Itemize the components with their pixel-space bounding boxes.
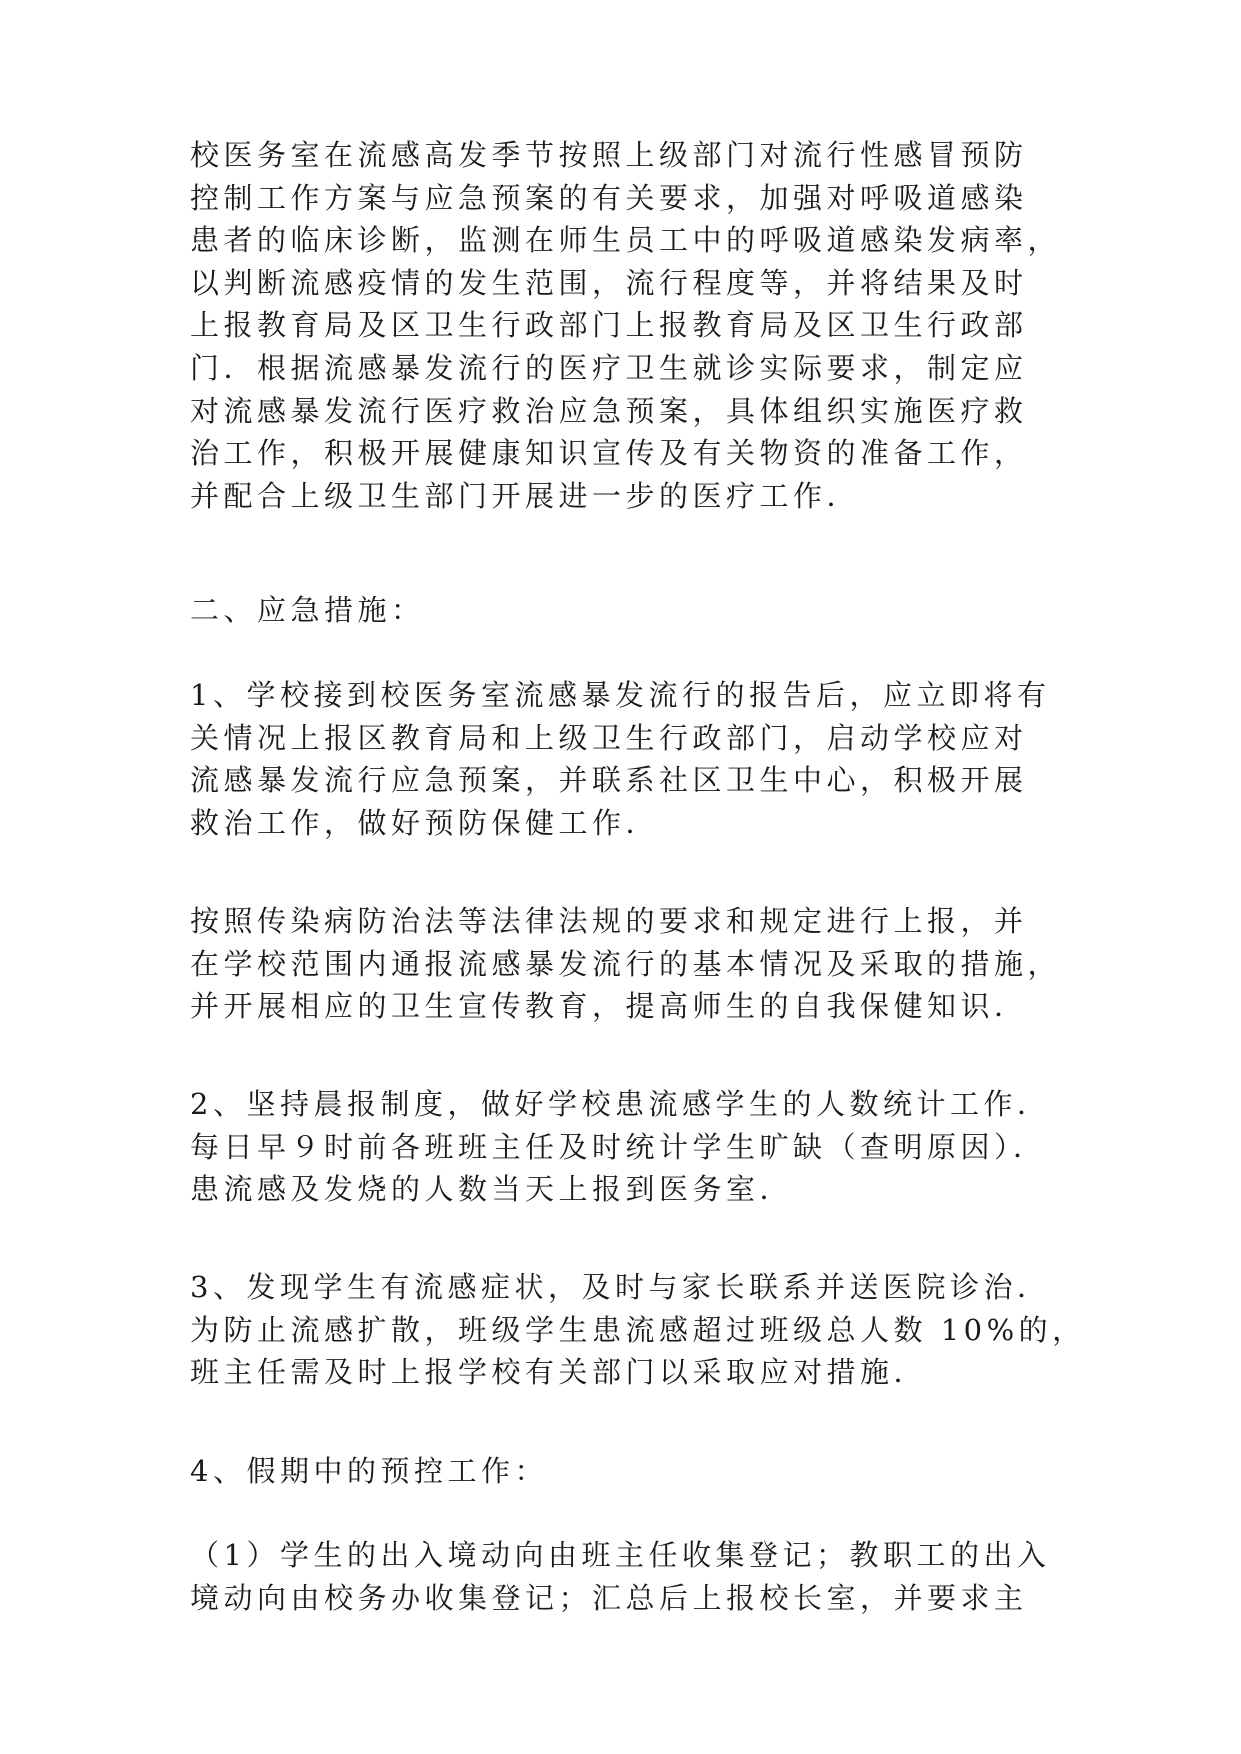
text-line: 为防止流感扩散，班级学生患流感超过班级总人数 10%的， [190, 1312, 1086, 1347]
paragraph-item-1 [190, 674, 1060, 844]
text-line: 救治工作，做好预防保健工作． [190, 805, 660, 840]
text-line: 患者的临床诊断，监测在师生员工中的呼吸道感染发病率， [190, 223, 1062, 258]
paragraph-item-4 [190, 1450, 1060, 1493]
text-line: 在学校范围内通报流感暴发流行的基本情况及采取的措施， [190, 946, 1062, 981]
paragraph-item-3 [190, 1266, 1086, 1394]
text-line: 并配合上级卫生部门开展进一步的医疗工作． [190, 478, 861, 513]
text-line: 控制工作方案与应急预案的有关要求，加强对呼吸道感染 [190, 180, 1028, 215]
paragraph-item-2 [190, 1083, 1060, 1211]
text-line: 治工作，积极开展健康知识宣传及有关物资的准备工作， [190, 436, 1028, 471]
paragraph-item-4-1 [190, 1534, 1060, 1619]
text-line: 门．根据流感暴发流行的医疗卫生就诊实际要求，制定应 [190, 350, 1028, 385]
text-line: 境动向由校务办收集登记；汇总后上报校长室，并要求主 [190, 1580, 1028, 1615]
text-line: 班主任需及时上报学校有关部门以采取应对措施． [190, 1355, 928, 1390]
heading-text: 二、应急措施： [190, 593, 425, 627]
text-line: 并开展相应的卫生宣传教育，提高师生的自我保健知识． [190, 989, 1028, 1024]
text-line: 患流感及发烧的人数当天上报到医务室． [190, 1172, 794, 1207]
paragraph-intro [190, 134, 1060, 517]
text-line: 1、学校接到校医务室流感暴发流行的报告后，应立即将有 [190, 678, 1051, 712]
text-line: 上报教育局及区卫生行政部门上报教育局及区卫生行政部 [190, 308, 1028, 343]
text-line: 对流感暴发流行医疗救治应急预案，具体组织实施医疗救 [190, 393, 1028, 428]
text-line: 校医务室在流感高发季节按照上级部门对流行性感冒预防 [190, 138, 1028, 172]
text-line: 以判断流感疫情的发生范围，流行程度等，并将结果及时 [190, 265, 1028, 300]
paragraph-reporting [190, 900, 1060, 1028]
text-line: 关情况上报区教育局和上级卫生行政部门，启动学校应对 [190, 720, 1028, 755]
text-line: 3、发现学生有流感症状，及时与家长联系并送医院诊治． [190, 1270, 1051, 1304]
text-line: 2、坚持晨报制度，做好学校患流感学生的人数统计工作． [190, 1087, 1051, 1121]
text-line: 每日早９时前各班班主任及时统计学生旷缺（查明原因）． [190, 1129, 1047, 1164]
text-line: 流感暴发流行应急预案，并联系社区卫生中心，积极开展 [190, 763, 1028, 798]
text-line: （1）学生的出入境动向由班主任收集登记；教职工的出入 [190, 1538, 1051, 1572]
text-line: 按照传染病防治法等法律法规的要求和规定进行上报，并 [190, 904, 1028, 938]
text-line: 4、假期中的预控工作： [190, 1454, 548, 1488]
section-heading [190, 589, 1060, 632]
